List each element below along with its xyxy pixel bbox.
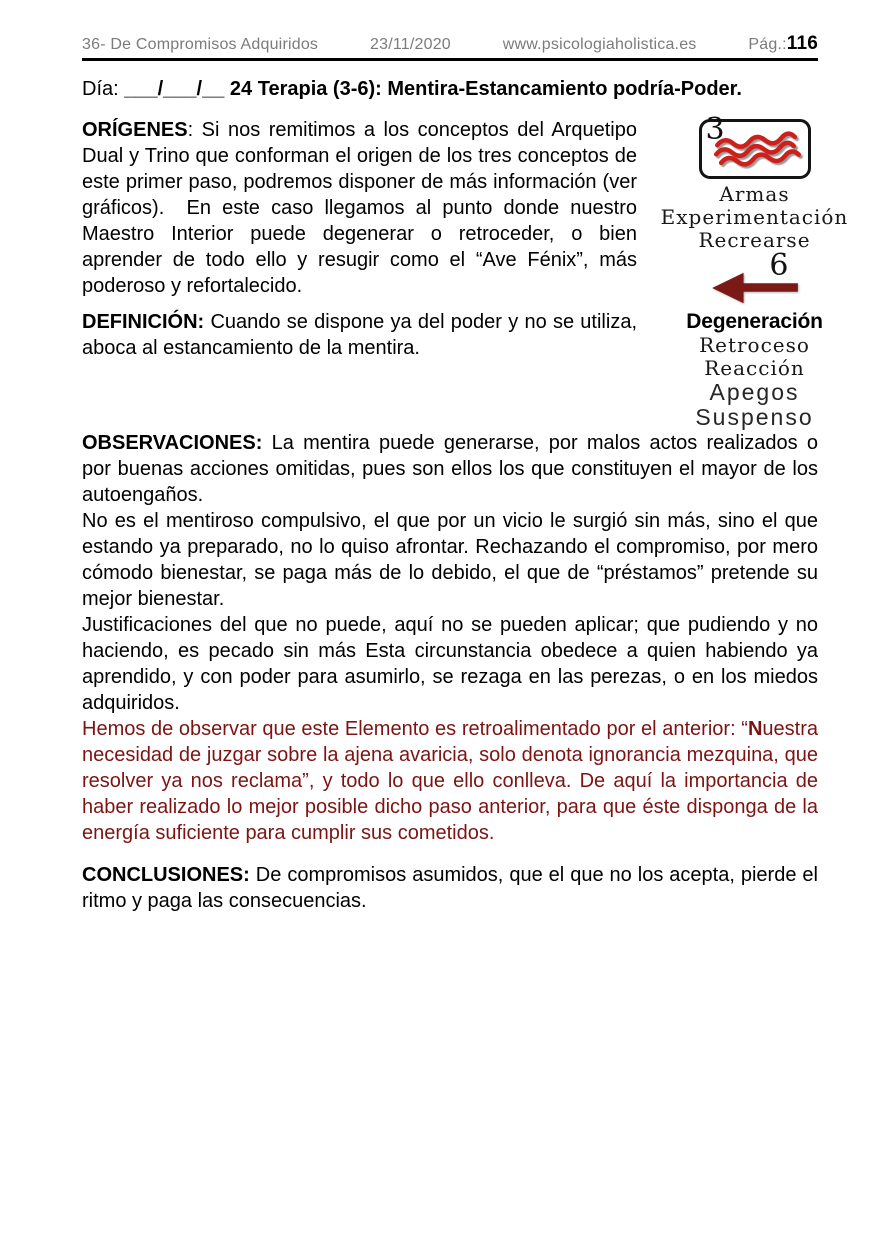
header-website: www.psicologiaholistica.es	[502, 36, 697, 53]
figure-number-3: 3	[705, 112, 725, 147]
observaciones-text-1: La mentira puede generarse, por malos actos realizados o por buenas acciones omitidas, pues son ellos los que constituyen el mayor de los autoengaños.	[82, 432, 818, 506]
section-observaciones	[82, 430, 818, 508]
header-date: 23/11/2020	[370, 36, 451, 53]
figure-symbols	[647, 112, 862, 430]
header-doc-title: 36- De Compromisos Adquiridos	[82, 36, 319, 53]
page-header	[82, 33, 818, 55]
title-text: 24 Terapia (3-6): Mentira-Estancamiento podría-Poder.	[224, 78, 742, 100]
observaciones-text-2: No es el mentiroso compulsivo, el que por un vicio le surgió sin más, sino el que estando ya preparado, no lo quiso afrontar. Rechazando el compromiso, por mero cómodo bienestar, se paga más de lo debido, el que de “préstamos” pretende su mejor bienestar.	[82, 510, 818, 610]
wave-label: Experimentación	[660, 205, 849, 229]
arrow-label: Apegos	[709, 379, 800, 405]
title-day-label: Día:	[82, 78, 125, 100]
origenes-text: : Si nos remitimos a los conceptos del Arquetipo Dual y Trino que conforman el origen de los tres conceptos de este primer paso, podremos disponer de más información (ver gráficos). En este caso llegamos al punto donde nuestro Maestro Interior puede degenerar o retroceder, o bien aprender de todo ello y resugir como el “Ave Fénix”, más poderoso y refortalecido.	[82, 119, 637, 297]
header-page-number: 116	[786, 33, 818, 54]
red-waves-icon	[710, 127, 804, 173]
figure-number-6: 6	[769, 248, 789, 283]
header-page	[748, 33, 818, 55]
wave-label: Armas	[719, 182, 790, 206]
arrow-label: Reacción	[704, 356, 805, 380]
wave-symbol-box	[699, 112, 811, 179]
observaciones-text-3: Justificaciones del que no puede, aquí no se pueden aplicar; que pudiendo y no haciendo, es pecado sin más Esta circunstancia obedece a quien habiendo ya aprendido, y con poder para asumirlo, se rezaga en las perezas, o en los miedos adquiridos.	[82, 614, 818, 714]
document-body	[82, 112, 849, 914]
conclusiones-text: De compromisos asumidos, que el que no los acepta, pierde el ritmo y paga las consecuencias.	[82, 864, 819, 912]
definicion-label: DEFINICIÓN:	[82, 311, 205, 333]
arrow-label: Retroceso	[699, 333, 810, 357]
conclusiones-label: CONCLUSIONES:	[82, 864, 250, 886]
highlight-text-2: uestra necesidad de juzgar sobre la ajena avaricia, solo denota ignorancia mezquina, que resolver ya nos reclama”, y todo lo que ello conlleva. De aquí la importancia de haber realizado lo mejor posible dicho paso anterior, para que éste disponga de la energía suficiente para cumplir sus cometidos.	[82, 718, 818, 844]
header-page-label: Pág.:	[748, 36, 787, 53]
section-conclusiones	[82, 862, 818, 914]
wave-label: Recrearse	[698, 228, 811, 252]
highlight-text-1: Hemos de observar que este Elemento es retroalimentado por el anterior: “	[82, 718, 748, 740]
observaciones-highlight	[82, 716, 818, 846]
page-title	[82, 77, 818, 102]
observaciones-label: OBSERVACIONES:	[82, 432, 263, 454]
definicion-text: Cuando se dispone ya del poder y no se utiliza, aboca al estancamiento de la mentira.	[82, 311, 638, 359]
header-rule	[82, 58, 818, 61]
highlight-bold-n: N	[747, 718, 763, 740]
arrow-symbol	[705, 248, 805, 308]
arrow-label: Suspenso	[695, 404, 814, 430]
title-date-blanks: ___/___/__	[124, 78, 225, 100]
arrow-label: Degeneración	[686, 310, 823, 333]
origenes-label: ORÍGENES	[82, 119, 188, 141]
